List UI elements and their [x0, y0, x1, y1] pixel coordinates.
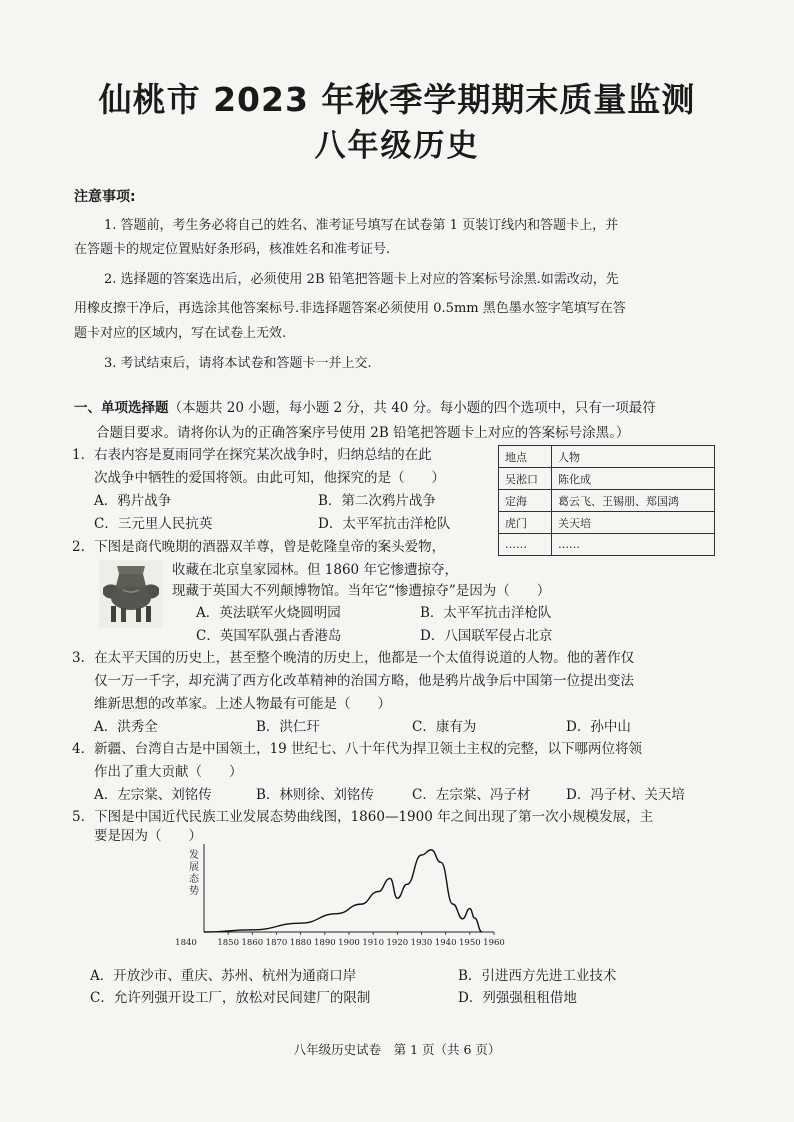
q2-line: 收藏在北京皇家园林。但 1860 年它惨遭掠夺， — [172, 562, 458, 578]
q1-line: 1．右表内容是夏雨同学在探究某次战争时，归纳总结的在此 — [72, 447, 432, 463]
table-cell: 关天培 — [552, 512, 715, 534]
table-cell: 葛云飞、王锡朋、郑国鸿 — [552, 490, 715, 512]
q2-option-a: A．英法联军火烧圆明园 — [196, 605, 341, 621]
x-tick-label: 1930 — [410, 938, 433, 948]
q5-line: 要是因为（ ） — [94, 828, 202, 844]
trend-curve — [204, 850, 482, 932]
q4-line: 4．新疆、台湾自古是中国领土，19 世纪七、八十年代为捍卫领土主权的完整，以下哪两位将领 — [72, 741, 643, 757]
note-line: 题卡对应的区域内，写在试卷上无效. — [74, 326, 287, 341]
x-tick-label: 1920 — [386, 938, 409, 948]
q3-line: 3．在太平天国的历史上，甚至整个晚清的历史上，他都是一个太值得说道的人物。他的著作仅 — [72, 650, 635, 666]
q3-option-b: B．洪仁玕 — [256, 719, 320, 735]
y-axis-label-char: 展 — [189, 862, 199, 873]
note-line: 2. 选择题的答案选出后，必须使用 2B 铅笔把答题卡上对应的答案标号涂黑.如需改动，先 — [104, 272, 619, 287]
x-tick-label: 1900 — [338, 938, 360, 948]
q3-line: 仅一万一千字，却充满了西方化改革精神的治国方略，他是鸦片战争后中国第一位提出变法 — [94, 673, 634, 689]
table-cell: 虎门 — [499, 512, 552, 534]
table-row — [499, 490, 715, 512]
table-row — [499, 468, 715, 490]
q1-option-d: D．太平军抗击洋枪队 — [318, 516, 451, 532]
q5-option-c: C．允许列强开设工厂，放松对民间建厂的限制 — [90, 990, 371, 1006]
q5-option-d: D．列强强租租借地 — [458, 990, 577, 1006]
x-tick-label: 1880 — [289, 938, 312, 948]
q5-option-b: B．引进西方先进工业技术 — [458, 968, 617, 984]
q4-option-b: B．林则徐、刘铭传 — [256, 787, 374, 803]
q2-option-b: B．太平军抗击洋枪队 — [420, 605, 552, 621]
x-tick-label: 1860 — [241, 938, 264, 948]
y-axis-label-char: 态 — [189, 874, 199, 885]
q1-table — [498, 445, 715, 556]
q5-option-a: A．开放沙市、重庆、苏州、杭州为通商口岸 — [90, 968, 357, 984]
section-desc: （本题共 20 小题，每小题 2 分，共 40 分。每小题的四个选项中，只有一项最符 — [168, 400, 656, 416]
table-row — [499, 512, 715, 534]
q2-option-d: D．八国联军侵占北京 — [420, 628, 553, 644]
x-tick-label: 1850 — [217, 938, 239, 948]
q3-option-a: A．洪秀全 — [94, 719, 158, 735]
q4-option-c: C．左宗棠、冯子材 — [412, 787, 531, 803]
table-cell: …… — [499, 534, 552, 556]
q1-option-b: B．第二次鸦片战争 — [318, 493, 436, 509]
x-tick-label: 1910 — [362, 938, 384, 948]
q1-line: 次战争中牺牲的爱国将领。由此可知，他探究的是（ ） — [94, 470, 445, 486]
table-cell: …… — [552, 534, 715, 556]
exam-title: 仙桃市 2023 年秋季学期期末质量监测 — [98, 80, 696, 119]
table-cell: 吴淞口 — [499, 468, 552, 490]
q4-line: 作出了重大贡献（ ） — [94, 764, 243, 780]
notes-heading: 注意事项: — [74, 189, 136, 205]
q3-option-d: D．孙中山 — [566, 719, 631, 735]
x-tick-label: 1950 — [459, 938, 481, 948]
q1-option-c: C．三元里人民抗英 — [94, 516, 213, 532]
q2-line: 2．下图是商代晚期的酒器双羊尊，曾是乾隆皇帝的案头爱物， — [72, 539, 446, 555]
note-line: 3. 考试结束后，请将本试卷和答题卡一并上交. — [104, 356, 372, 371]
table-header-cell: 地点 — [499, 446, 552, 468]
x-tick-label: 1890 — [314, 938, 336, 948]
note-line: 在答题卡的规定位置贴好条形码，核准姓名和准考证号. — [74, 242, 391, 257]
section-desc-line2: 合题目要求。请将你认为的正确答案序号使用 2B 铅笔把答题卡上对应的答案标号涂黑。） — [96, 425, 630, 441]
q2-option-c: C．英国军队强占香港岛 — [196, 628, 342, 644]
note-line: 1. 答题前，考生务必将自己的姓名、准考证号填写在试卷第 1 页装订线内和答题卡上，并 — [104, 218, 619, 233]
table-header-row — [499, 446, 715, 468]
q5-line: 5．下图是中国近代民族工业发展态势曲线图，1860—1900 年之间出现了第一次小规模发展，主 — [72, 809, 654, 825]
y-axis-label-char: 发 — [189, 850, 199, 861]
note-line: 用橡皮擦干净后，再选涂其他答案标号.非选择题答案必须使用 0.5mm 黑色墨水签字笔填写在答 — [74, 301, 626, 316]
section-heading-line — [74, 396, 724, 421]
y-axis-label-char: 势 — [189, 886, 199, 897]
x-tick-label: 1940 — [434, 938, 457, 948]
x-tick-label: 1840 — [175, 938, 197, 948]
industry-trend-chart — [174, 836, 514, 954]
table-row — [499, 534, 715, 556]
table-cell: 定海 — [499, 490, 552, 512]
q1-option-a: A．鸦片战争 — [94, 493, 172, 509]
q3-line: 维新思想的改革家。上述人物最有可能是（ ） — [94, 696, 391, 712]
q4-option-a: A．左宗棠、刘铭传 — [94, 787, 212, 803]
table-cell: 陈化成 — [552, 468, 715, 490]
page-footer: 八年级历史试卷 第 1 页（共 6 页） — [293, 1042, 501, 1057]
exam-subject: 八年级历史 — [314, 128, 480, 164]
table-header-cell: 人物 — [552, 446, 715, 468]
double-ram-zun-image — [99, 560, 163, 628]
x-tick-label: 1960 — [483, 938, 505, 948]
q2-line: 现藏于英国大不列颠博物馆。当年它“惨遭掠夺”是因为（ ） — [172, 583, 551, 599]
q3-option-c: C．康有为 — [412, 719, 477, 735]
q4-option-d: D．冯子材、关天培 — [566, 787, 685, 803]
section-heading: 一、单项选择题 — [74, 400, 169, 416]
x-tick-label: 1870 — [265, 938, 288, 948]
